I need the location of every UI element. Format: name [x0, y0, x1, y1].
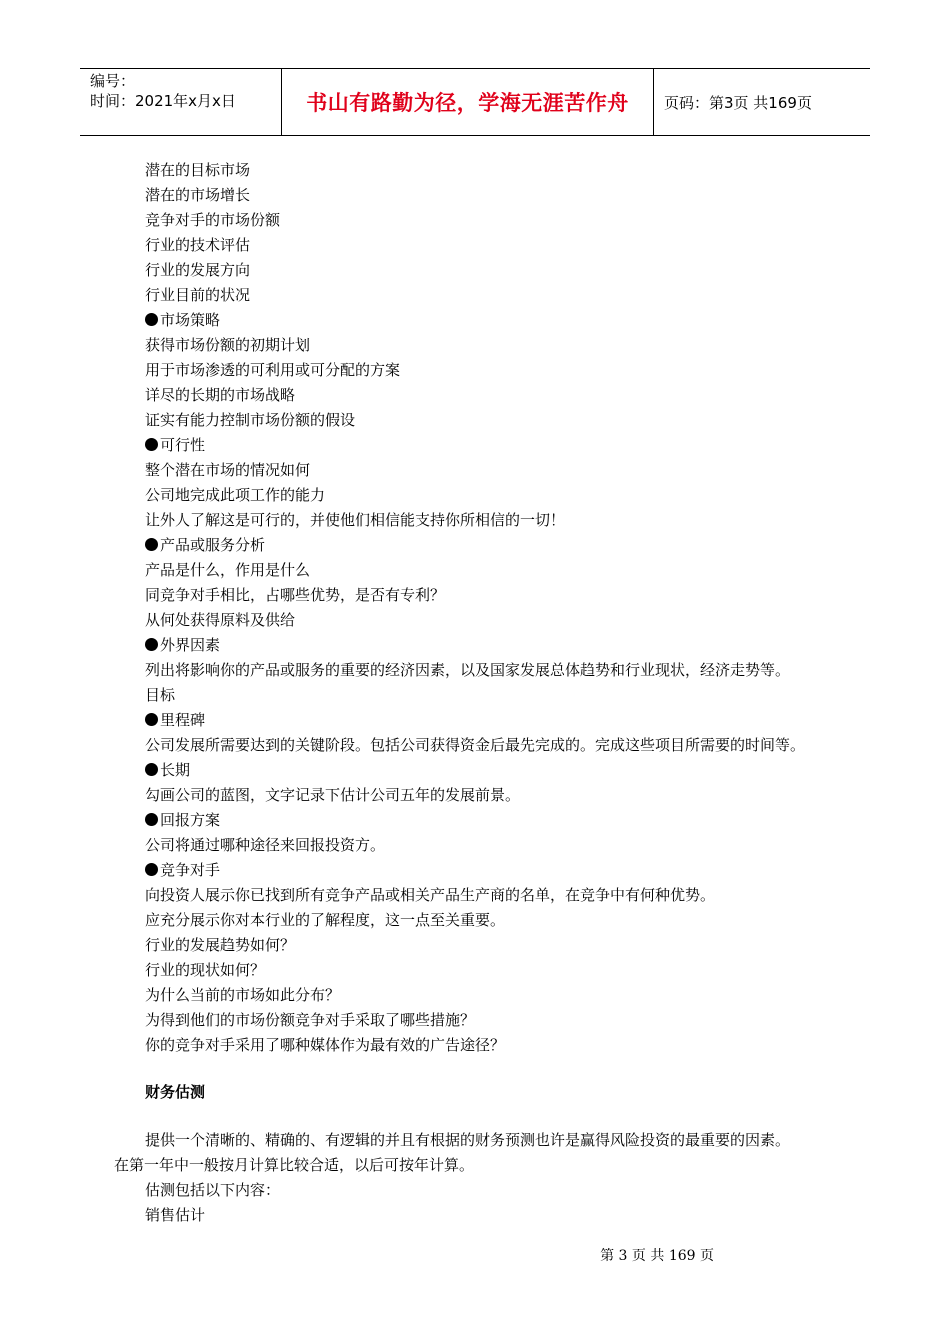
line-text: 可行性	[160, 436, 206, 454]
text-line	[145, 458, 865, 483]
text-line	[145, 208, 865, 233]
text-line	[145, 658, 865, 683]
text-line	[145, 733, 865, 758]
line-text: 行业的发展方向	[145, 261, 251, 279]
section-title: 财务估测	[145, 1083, 206, 1101]
paragraph-line: 在第一年中一般按月计算比较合适，以后可按年计算。	[114, 1156, 475, 1174]
line-text: 目标	[145, 686, 176, 704]
section-body	[114, 1128, 854, 1228]
document-number-label: 编号：	[90, 72, 136, 90]
bullet-heading	[145, 308, 865, 333]
line-text: 竞争对手的市场份额	[145, 211, 281, 229]
text-line	[145, 833, 865, 858]
text-line	[145, 158, 865, 183]
header-page-info: 页码：第3页 共169页	[664, 93, 812, 112]
body-content	[145, 158, 865, 1058]
text-line	[145, 508, 865, 533]
line-text: 获得市场份额的初期计划	[145, 336, 311, 354]
page-header	[80, 68, 870, 136]
text-line	[145, 958, 865, 983]
bullet-heading	[145, 808, 865, 833]
text-line	[145, 333, 865, 358]
paragraph-line: 提供一个清晰的、精确的、有逻辑的并且有根据的财务预测也许是赢得风险投资的最重要的因素。	[145, 1131, 791, 1149]
header-meta	[80, 69, 282, 135]
text-line	[145, 383, 865, 408]
bullet-icon	[145, 638, 158, 651]
text-line	[145, 883, 865, 908]
line-text: 行业的发展趋势如何？	[145, 936, 296, 954]
line-text: 列出将影响你的产品或服务的重要的经济因素，以及国家发展总体趋势和行业现状，经济走势等。	[145, 661, 791, 679]
text-line	[145, 233, 865, 258]
text-line	[145, 183, 865, 208]
text-line	[145, 1033, 865, 1058]
bullet-icon	[145, 863, 158, 876]
line-text: 详尽的长期的市场战略	[145, 386, 296, 404]
text-line	[145, 783, 865, 808]
bullet-heading	[145, 533, 865, 558]
line-text: 为什么当前的市场如此分布？	[145, 986, 341, 1004]
text-line	[145, 683, 865, 708]
bullet-heading	[145, 758, 865, 783]
line-text: 从何处获得原料及供给	[145, 611, 296, 629]
page-footer	[0, 1245, 950, 1265]
line-text: 整个潜在市场的情况如何	[145, 461, 311, 479]
text-line	[145, 583, 865, 608]
text-line	[145, 983, 865, 1008]
bullet-icon	[145, 538, 158, 551]
line-text: 外界因素	[160, 636, 221, 654]
line-text: 公司将通过哪种途径来回报投资方。	[145, 836, 386, 854]
text-line	[145, 558, 865, 583]
bullet-heading	[145, 858, 865, 883]
footer-page-number: 第 3 页 共 169 页	[600, 1248, 714, 1264]
line-text: 用于市场渗透的可利用或可分配的方案	[145, 361, 401, 379]
header-motto: 书山有路勤为径，学海无涯苦作舟	[282, 69, 654, 135]
line-text: 让外人了解这是可行的，并使他们相信能支持你所相信的一切！	[145, 511, 566, 529]
bullet-heading	[145, 633, 865, 658]
line-text: 市场策略	[160, 311, 221, 329]
bullet-heading	[145, 433, 865, 458]
line-text: 行业的技术评估	[145, 236, 251, 254]
line-text: 证实有能力控制市场份额的假设	[145, 411, 356, 429]
line-text: 潜在的目标市场	[145, 161, 251, 179]
line-text: 回报方案	[160, 811, 221, 829]
text-line	[145, 283, 865, 308]
line-text: 竞争对手	[160, 861, 221, 879]
line-text: 勾画公司的蓝图，文字记录下估计公司五年的发展前景。	[145, 786, 521, 804]
line-text: 公司地完成此项工作的能力	[145, 486, 326, 504]
text-line	[145, 358, 865, 383]
line-text: 里程碑	[160, 711, 206, 729]
line-text: 产品或服务分析	[160, 536, 266, 554]
text-line	[145, 608, 865, 633]
bullet-icon	[145, 813, 158, 826]
line-text: 应充分展示你对本行业的了解程度，这一点至关重要。	[145, 911, 506, 929]
bullet-icon	[145, 313, 158, 326]
line-text: 你的竞争对手采用了哪种媒体作为最有效的广告途径？	[145, 1036, 506, 1054]
line-text: 行业的现状如何？	[145, 961, 266, 979]
line-text: 向投资人展示你已找到所有竞争产品或相关产品生产商的名单，在竞争中有何种优势。	[145, 886, 716, 904]
text-line	[145, 258, 865, 283]
text-line	[145, 1008, 865, 1033]
line-text: 潜在的市场增长	[145, 186, 251, 204]
line-text: 公司发展所需要达到的关键阶段。包括公司获得资金后最先完成的。完成这些项目所需要的时间等。	[145, 736, 806, 754]
bullet-heading	[145, 708, 865, 733]
text-line	[145, 933, 865, 958]
line-text: 同竞争对手相比，占哪些优势，是否有专利？	[145, 586, 446, 604]
line-text: 为得到他们的市场份额竞争对手采取了哪些措施？	[145, 1011, 476, 1029]
document-time-label: 时间：2021年x月x日	[90, 92, 236, 110]
bullet-icon	[145, 763, 158, 776]
line-text: 行业目前的状况	[145, 286, 251, 304]
line-text: 产品是什么，作用是什么	[145, 561, 311, 579]
paragraph-line: 估测包括以下内容：	[145, 1181, 281, 1199]
text-line	[145, 908, 865, 933]
text-line	[145, 408, 865, 433]
bullet-icon	[145, 713, 158, 726]
paragraph-line: 销售估计	[145, 1206, 206, 1224]
line-text: 长期	[160, 761, 191, 779]
text-line	[145, 483, 865, 508]
bullet-icon	[145, 438, 158, 451]
